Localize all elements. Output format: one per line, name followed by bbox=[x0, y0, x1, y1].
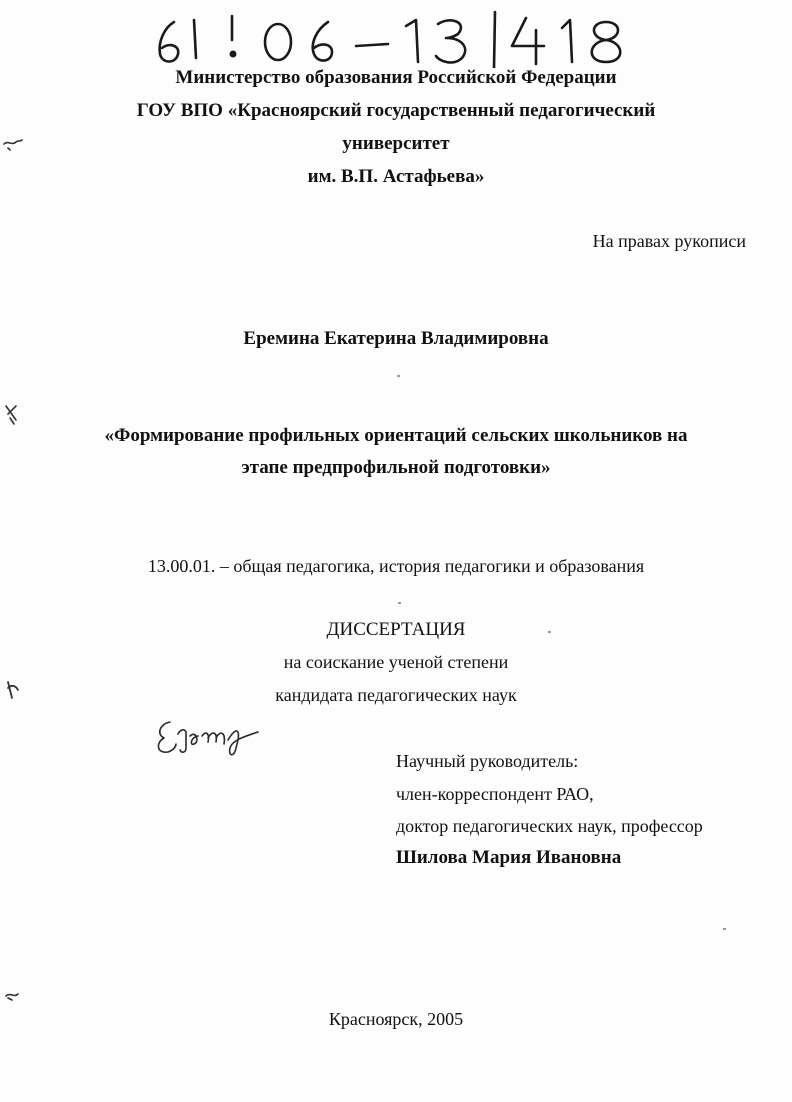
degree-line-2: кандидата педагогических наук bbox=[275, 685, 517, 705]
city-year: Красноярск, 2005 bbox=[328, 1009, 464, 1029]
degree-line-1: на соискание ученой степени bbox=[283, 652, 509, 672]
margin-ink-mark bbox=[0, 130, 26, 156]
institution-line-2: университет bbox=[342, 133, 450, 154]
author-name: Еремина Екатерина Владимировна bbox=[243, 328, 549, 349]
dissertation-title-line-1: «Формирование профильных ориентаций сельских школьников на bbox=[104, 425, 688, 446]
institution-line-3: им. В.П. Астафьева» bbox=[307, 166, 485, 187]
degree-label: ДИССЕРТАЦИЯ bbox=[326, 619, 466, 640]
margin-ink-mark bbox=[0, 982, 26, 1008]
author-signature bbox=[150, 712, 262, 762]
handwritten-archive-code bbox=[150, 8, 640, 68]
scan-speck bbox=[398, 602, 401, 604]
supervisor-heading: Научный руководитель: bbox=[396, 751, 579, 771]
dissertation-title-line-2: этапе предпрофильной подготовки» bbox=[241, 457, 551, 478]
supervisor-title-1: член-корреспондент РАО, bbox=[396, 784, 594, 804]
margin-ink-mark bbox=[0, 400, 26, 426]
margin-ink-mark bbox=[0, 676, 26, 702]
scan-speck bbox=[397, 375, 400, 377]
scan-speck bbox=[723, 928, 726, 930]
specialty-line: 13.00.01. – общая педагогика, история педагогики и образования bbox=[147, 556, 645, 576]
supervisor-name: Шилова Мария Ивановна bbox=[396, 847, 622, 868]
ministry-line: Министерство образования Российской Федерации bbox=[175, 67, 617, 88]
rights-note: На правах рукописи bbox=[592, 231, 746, 251]
institution-line-1: ГОУ ВПО «Красноярский государственный педагогический bbox=[136, 100, 656, 121]
scan-speck bbox=[548, 631, 551, 633]
supervisor-title-2: доктор педагогических наук, профессор bbox=[396, 816, 703, 836]
